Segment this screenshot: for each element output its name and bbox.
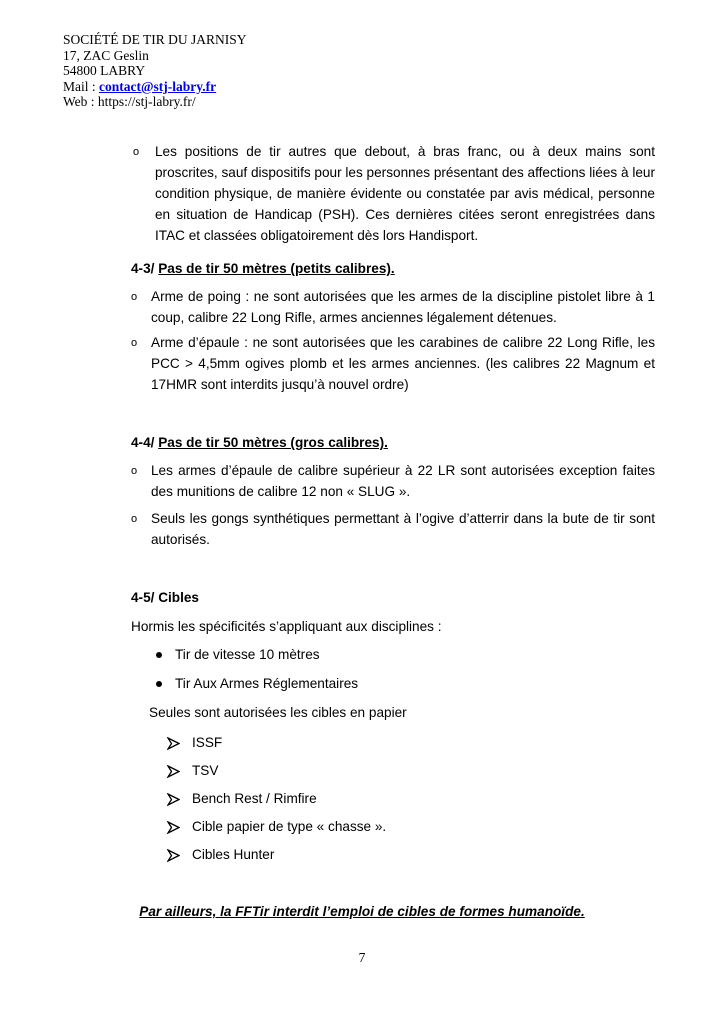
circle-bullet-icon: o: [131, 291, 138, 303]
section-4-5-heading: 4-5/ Cibles: [131, 590, 199, 605]
letterhead: [63, 32, 247, 110]
circle-bullet-icon: o: [131, 513, 138, 525]
bullet-dot-icon: [156, 681, 162, 687]
circle-bullet-icon: o: [131, 337, 138, 349]
circle-bullet-icon: o: [133, 146, 140, 158]
intro-list-item: Les positions de tir autres que debout, à bras franc, ou à deux mains sont proscrites, sauf dispositifs pour les personnes présentant des affections liées à leur condition physique, de manière évidente ou constatée par avis médical, personne en situation de Handicap (PSH). Ces dernières citées seront enregistrées dans ITAC et classées obligatoirement dès lors Handisport.: [155, 144, 655, 243]
mail-label: Mail :: [63, 78, 99, 94]
circle-bullet-icon: o: [131, 465, 138, 477]
section-4-4-number: 4-4/: [131, 435, 159, 450]
target-item: TSV: [192, 763, 219, 778]
address-line-2: 54800 LABRY: [63, 63, 146, 79]
target-item: Bench Rest / Rimfire: [192, 791, 317, 806]
discipline-item: Tir Aux Armes Réglementaires: [175, 676, 359, 691]
org-name: SOCIÉTÉ DE TIR DU JARNISY: [63, 32, 247, 47]
section-4-4-title: Pas de tir 50 mètres (gros calibres).: [158, 435, 388, 450]
section-4-3-item-1: Arme de poing : ne sont autorisées que les armes de la discipline pistolet libre à 1 coup, calibre 22 Long Rifle, armes anciennes légalement détenues.: [151, 289, 655, 325]
arrow-bullet-icon: [167, 849, 180, 862]
arrow-bullet-icon: [167, 821, 180, 834]
section-4-4-heading: [131, 434, 388, 452]
page-number: 7: [358, 950, 366, 965]
bullet-dot-icon: [156, 652, 162, 658]
arrow-bullet-icon: [167, 793, 180, 806]
discipline-item: Tir de vitesse 10 mètres: [175, 647, 320, 662]
section-4-4-item-2: Seuls les gongs synthétiques permettant à l’ogive d’atterrir dans la bute de tir sont autorisés.: [151, 511, 655, 547]
arrow-bullet-icon: [167, 737, 180, 750]
section-4-3-title: Pas de tir 50 mètres (petits calibres).: [158, 261, 395, 276]
arrow-bullet-icon: [167, 765, 180, 778]
address-line-1: 17, ZAC Geslin: [63, 47, 149, 63]
target-item: Cibles Hunter: [192, 847, 275, 862]
web-line: Web : https://stj-labry.fr/: [63, 94, 196, 110]
section-4-4-item-1: Les armes d’épaule de calibre supérieur à 22 LR sont autorisées exception faites des munitions de calibre 12 non « SLUG ».: [151, 463, 655, 499]
closing-note: Par ailleurs, la FFTir interdit l’emploi de cibles de formes humanoïde.: [139, 904, 585, 919]
section-4-3-heading: [131, 260, 395, 278]
target-item: Cible papier de type « chasse ».: [192, 819, 387, 834]
section-4-5-intro: Hormis les spécificités s’appliquant aux disciplines :: [131, 619, 442, 634]
targets-intro: Seules sont autorisées les cibles en papier: [149, 705, 407, 720]
target-item: ISSF: [192, 735, 223, 750]
mail-line: [63, 79, 247, 95]
section-4-3-item-2: Arme d’épaule : ne sont autorisées que les carabines de calibre 22 Long Rifle, les PCC > 4,5mm ogives plomb et les armes anciennes. (les calibres 22 Magnum et 17HMR sont interdits jusqu’à nouvel ordre): [151, 335, 655, 392]
mail-link[interactable]: contact@stj-labry.fr: [99, 78, 217, 94]
section-4-3-number: 4-3/: [131, 261, 159, 276]
